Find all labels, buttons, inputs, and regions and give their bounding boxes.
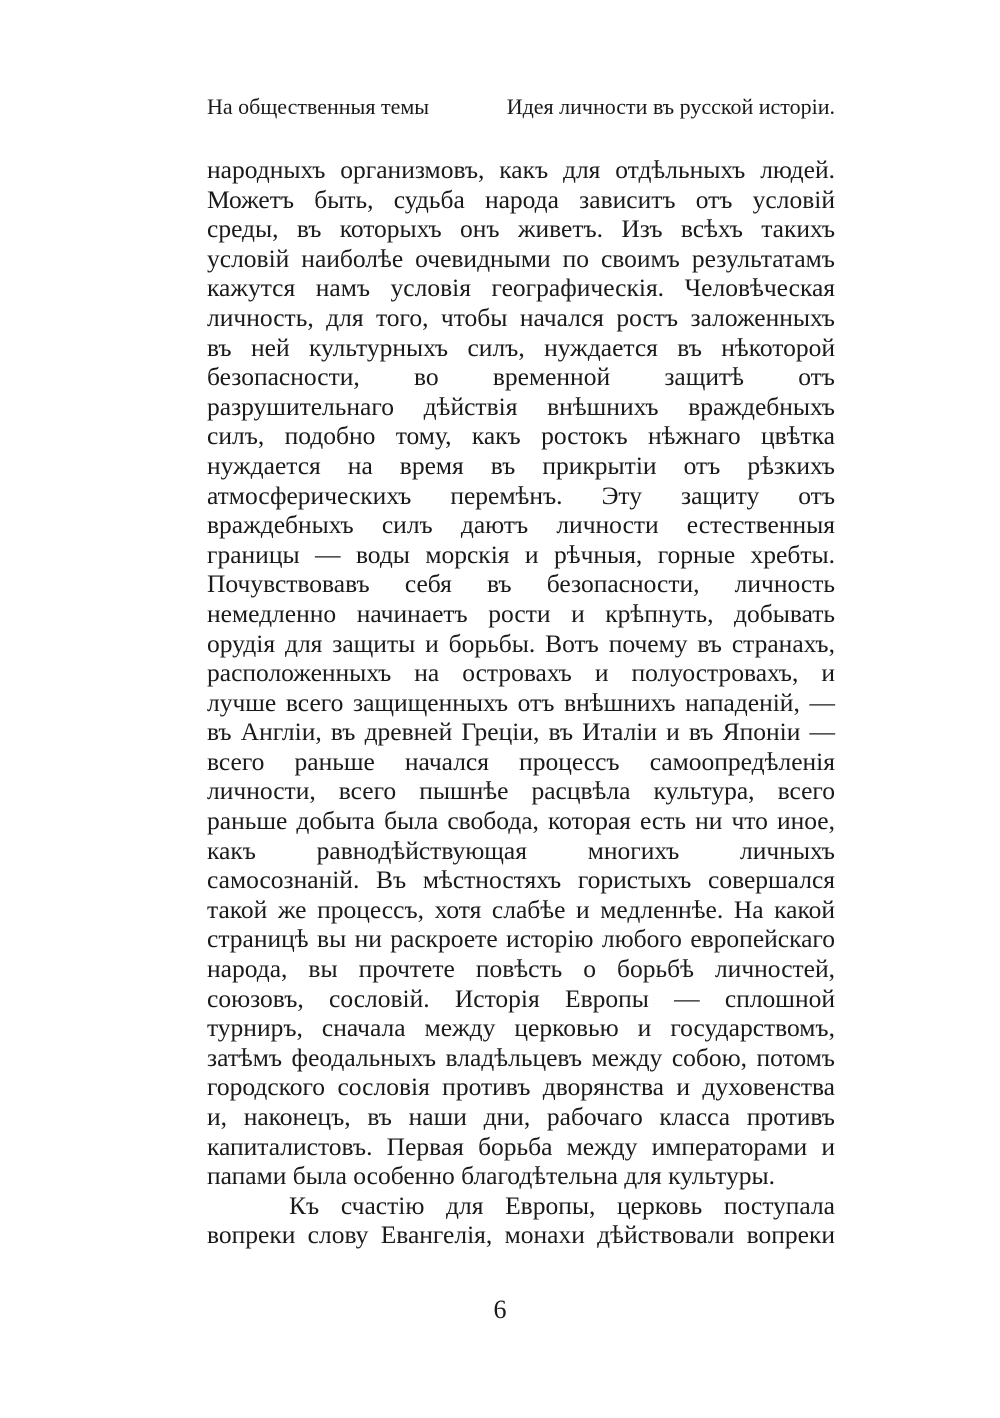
text-line: безопасности, во временной защитѣ отъ [207, 362, 835, 392]
text-line: личность, для того, чтобы начался ростъ заложенныхъ [207, 302, 835, 332]
text-line: враждебныхъ силъ даютъ личности естественныя [207, 510, 835, 540]
running-header-left: На общественныя темы [207, 94, 430, 119]
text-line: расположенныхъ на островахъ и полуостровахъ, и [207, 658, 835, 688]
text-line: какъ равнодѣйствующая многихъ личныхъ [207, 835, 835, 865]
text-line: силъ, подобно тому, какъ ростокъ нѣжнаго цвѣтка [207, 421, 835, 451]
text-line: и, наконецъ, въ наши дни, рабочаго класса противъ [207, 1102, 835, 1131]
running-header [207, 92, 835, 122]
text-line: союзовъ, сословій. Исторія Европы — сплошной [207, 983, 835, 1013]
paragraph-1 [207, 155, 835, 1191]
text-line: папами была особенно благодѣтельна для культуры. [207, 1161, 775, 1191]
text-line: условій наиболѣе очевидными по своимъ результатамъ [207, 243, 835, 273]
text-line: городского сословія противъ дворянства и духовенства [207, 1072, 835, 1102]
text-line: Къ счастію для Европы, церковь поступала [289, 1190, 835, 1220]
text-line: атмосферическихъ перемѣнъ. Эту защиту отъ [207, 480, 835, 510]
text-line: въ Англіи, въ древней Греціи, въ Италіи и въ Японіи — [207, 717, 835, 747]
paragraph-2 [207, 1191, 835, 1250]
text-line: Почувствовавъ себя въ безопасности, личность [207, 569, 835, 599]
text-line: вопреки слову Евангелія, монахи дѣйствовали вопреки [207, 1220, 835, 1250]
text-line: капиталистовъ. Первая борьба между императорами и [207, 1131, 835, 1161]
page-number: 6 [493, 1295, 507, 1324]
text-line: затѣмъ феодальныхъ владѣльцевъ между собою, потомъ [207, 1042, 835, 1072]
text-line: народа, вы прочтете повѣсть о борьбѣ личностей, [207, 954, 835, 984]
text-line: народныхъ организмовъ, какъ для отдѣльныхъ людей. [207, 155, 835, 184]
text-line: самосознаній. Въ мѣстностяхъ гористыхъ совершался [207, 865, 835, 895]
running-header-right: Идея личности въ русской исторіи. [506, 94, 835, 119]
text-line: турниръ, сначала между церковью и государствомъ, [207, 1013, 835, 1043]
text-line: немедленно начинаетъ рости и крѣпнуть, добывать [207, 598, 835, 628]
text-line: личности, всего пышнѣе расцвѣла культура, всего [207, 776, 835, 806]
text-line: нуждается на время въ прикрытіи отъ рѣзкихъ [207, 450, 835, 480]
text-line: орудія для защиты и борьбы. Вотъ почему въ странахъ, [207, 628, 835, 658]
text-line: границы — воды морскія и рѣчныя, горные хребты. [207, 539, 835, 569]
text-line: всего раньше начался процессъ самоопредѣленія [207, 746, 835, 776]
text-line: страницѣ вы ни раскроете исторію любого европейскаго [207, 924, 835, 954]
text-line: въ ней культурныхъ силъ, нуждается въ нѣкоторой [207, 332, 835, 362]
text-line: лучше всего защищенныхъ отъ внѣшнихъ нападеній, — [207, 687, 835, 717]
body-text [207, 155, 835, 1250]
text-line: разрушительнаго дѣйствія внѣшнихъ враждебныхъ [207, 391, 835, 421]
text-line: раньше добыта была свобода, которая есть ни что иное, [207, 806, 835, 836]
text-line: такой же процессъ, хотя слабѣе и медленнѣе. На какой [207, 894, 835, 924]
text-line: кажутся намъ условія географическія. Человѣческая [207, 273, 835, 303]
text-line: Можетъ быть, судьба народа зависитъ отъ условій [207, 184, 835, 214]
text-line: среды, въ которыхъ онъ живетъ. Изъ всѣхъ такихъ [207, 214, 835, 244]
